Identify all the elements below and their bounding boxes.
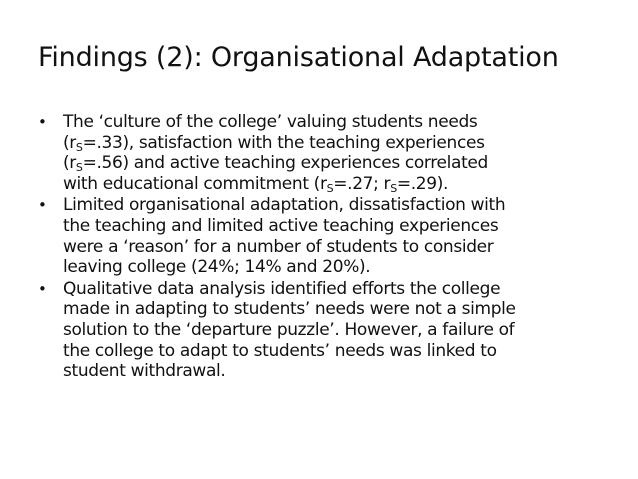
bullet-line: the teaching and limited active teaching experiences bbox=[63, 215, 499, 236]
subscript: S bbox=[75, 161, 83, 175]
bullet-list bbox=[38, 112, 623, 382]
bullet-line: solution to the ‘departure puzzle’. However, a failure of bbox=[63, 319, 515, 340]
bullet-line: The ‘culture of the college’ valuing students needs bbox=[63, 112, 478, 132]
bullet-item bbox=[38, 279, 623, 382]
subscript: S bbox=[75, 140, 83, 154]
bullet-line: $(r_S=.56)$ and active teaching experiences correlated bbox=[63, 153, 488, 175]
bullet-point-icon: • bbox=[38, 279, 47, 298]
subscript: S bbox=[390, 181, 397, 195]
bullet-line: Qualitative data analysis identified efforts the college bbox=[63, 278, 501, 299]
bullet-item bbox=[38, 195, 623, 277]
slide-title: Findings (2): Organisational Adaptation bbox=[38, 42, 559, 73]
bullet-line: with educational commitment ($r_S=.27$; $r_S=.29$). bbox=[63, 173, 449, 195]
bullet-item bbox=[38, 112, 623, 194]
subscript: S bbox=[326, 181, 334, 195]
bullet-line: the college to adapt to students’ needs was linked to bbox=[63, 340, 497, 361]
bullet-line: made in adapting to students’ needs were not a simple bbox=[63, 299, 516, 320]
bullet-point-icon: • bbox=[38, 196, 47, 215]
bullet-line: $(r_S=.33)$, satisfaction with the teaching experiences bbox=[63, 132, 485, 154]
bullet-line: student withdrawal. bbox=[63, 361, 226, 382]
bullet-line: leaving college (24%; 14% and 20%). bbox=[63, 257, 371, 278]
bullet-line: Limited organisational adaptation, dissatisfaction with bbox=[63, 195, 506, 216]
bullet-line: were a ‘reason’ for a number of students to consider bbox=[63, 236, 494, 257]
bullet-point-icon: • bbox=[38, 113, 47, 131]
